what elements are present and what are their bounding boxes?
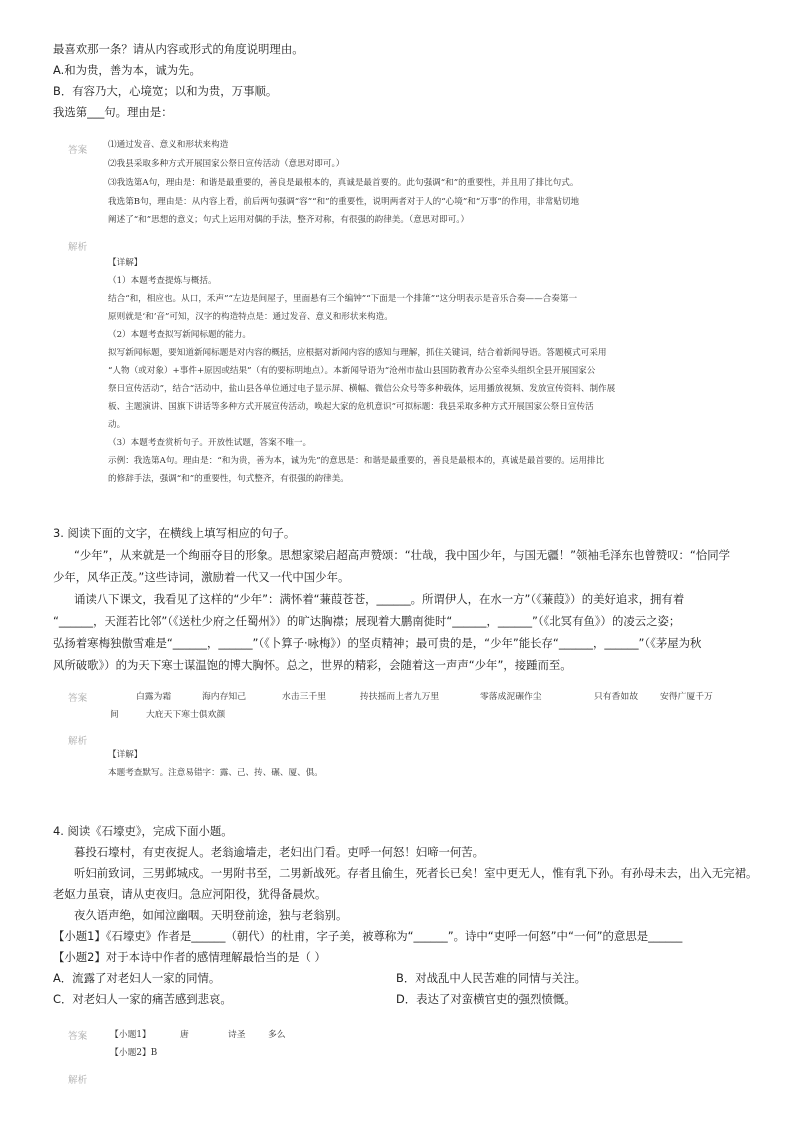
- q3-text-line: 诵读八下课文，我看见了这样的“少年”：满怀着“蒹葭苍苍，______。所谓伊人，在水一方”（《蒹葭》）的美好追求，拥有着: [74, 592, 685, 606]
- q4-answer: 多么: [268, 1030, 286, 1040]
- q4-option-b: B．对战乱中人民苦难的同情与关注。: [396, 971, 587, 985]
- q2-analysis-line: 示例：我选第A句。理由是：“和为贵，善为本，诚为先”的意思是：和谐是最重要的，善良是最根本的，真诚是最首要的。运用排比: [108, 456, 605, 466]
- q2-option-b: B．有容乃大，心境宽；以和为贵，万事顺。: [53, 84, 278, 98]
- q3-text-line: 弘扬着寒梅独傲雪难是“______，______”（《卜算子·咏梅》）的坚贞精神；最可贵的是，“少年”能长存“______，______”（《茅屋为秋: [53, 636, 702, 650]
- q4-poem-line: 夜久语声绝，如闻泣幽咽。天明登前途，独与老翁别。: [74, 908, 348, 922]
- q2-answer-line: 我选第B句，理由是：从内容上看，前后两句强调“容”“和”的重要性，说明两者对于人的“心境”和“万事”的作用，非常贴切地: [108, 197, 580, 207]
- q4-sub2: 【小题2】对于本诗中作者的感情理解最恰当的是（ ）: [53, 950, 326, 964]
- q2-analysis-tag: 解析: [68, 242, 88, 253]
- q4-poem-line: 暮投石壕村，有吏夜捉人。老翁逾墙走，老妇出门看。吏呼一何怒！妇啼一何苦。: [74, 845, 485, 859]
- q3-answer: 安得广厦千万: [660, 692, 713, 702]
- q4-analysis-tag: 解析: [68, 1075, 88, 1086]
- q4-option-c: C．对老妇人一家的痛苦感到悲哀。: [53, 992, 232, 1006]
- q2-analysis-line: 结合“和，相应也。从口，禾声”“左边是间屋子，里面悬有三个编钟”“下面是一个排箫”“这分明表示是音乐合奏——合奏第一: [108, 294, 578, 304]
- q4-sub1: 【小题1】《石壕吏》作者是______（朝代）的杜甫，字子美，被尊称为“______”。诗中“吏呼一何怒”中“一何”的意思是______: [53, 929, 683, 943]
- q2-analysis-line: 的修辞手法，强调“和”的重要性，句式整齐，有很强的韵律美。: [108, 474, 349, 484]
- q2-analysis-line: （3）本题考查赏析句子。开放性试题，答案不唯一。: [108, 438, 312, 448]
- q2-answer-tag: 答案: [68, 145, 88, 156]
- q4-option-a: A．流露了对老妇人一家的同情。: [53, 971, 221, 985]
- q3-answer: 抟扶摇而上者九万里: [360, 692, 440, 702]
- q3-answer: 海内存知己: [202, 692, 246, 702]
- q2-analysis-line: 【详解】: [108, 258, 143, 268]
- q3-answer: 水击三千里: [282, 692, 326, 702]
- q2-option-a: A.和为贵，善为本，诚为先。: [53, 63, 201, 77]
- q3-answer-tag: 答案: [68, 693, 88, 704]
- q4-option-d: D．表达了对蛮横官吏的强烈愤慨。: [396, 992, 576, 1006]
- q3-text-line: 风所破歌》）的为天下寒士谋温饱的博大胸怀。总之，世界的精彩，会随着这一声声“少年”，接踵而至。: [53, 658, 572, 672]
- q4-answer-tag: 答案: [68, 1031, 88, 1042]
- q2-analysis-line: （2）本题考查拟写新闻标题的能力。: [108, 330, 251, 340]
- q4-poem-line: 老妪力虽衰，请从吏夜归。急应河阳役，犹得备晨炊。: [53, 887, 327, 901]
- q2-analysis-line: 动。: [108, 420, 126, 430]
- q2-answer-line: 阐述了“和”思想的意义；句式上运用对偶的手法，整齐对称，有很强的韵律美。（意思对即可。）: [108, 215, 470, 225]
- q3-text-line: “______，天涯若比邻”（《送杜少府之任蜀州》）的旷达胸襟；展现着大鹏南徙时“______，______”（《北冥有鱼》）的凌云之姿；: [53, 614, 681, 628]
- q3-text-line: 少年，风华正茂。”这些诗词，激励着一代又一代中国少年。: [53, 570, 350, 584]
- q2-analysis-line: 原则就是‘和’音”可知，汉字的构造特点是：通过发音、意义和形状来构造。: [108, 312, 393, 322]
- q2-answer-line: ⑵我县采取多种方式开展国家公祭日宣传活动（意思对即可。）: [108, 159, 345, 169]
- q3-analysis-line: 本题考查默写。注意易错字：露、己、抟、碾、厦、俱。: [108, 768, 323, 778]
- q4-poem-line: 听妇前致词，三男邺城戍。一男附书至，二男新战死。存者且偷生，死者长已矣！室中更无人，惟有乳下孙。有孙母未去，出入无完裙。: [74, 866, 758, 880]
- q3-analysis-line: 【详解】: [108, 750, 143, 760]
- q2-analysis-line: “人物（或对象）+事件+原因或结果”（有的要标明地点）。本新闻导语为“沧州市盐山县国防教育办公室牵头组织全县开展国家公: [108, 366, 596, 376]
- q2-analysis-line: 拟写新闻标题，要知道新闻标题是对内容的概括，应根据对新闻内容的感知与理解，抓住关键词，结合着新闻导语。答题模式可采用: [108, 348, 607, 358]
- q4-answer-2: 【小题2】B: [110, 1048, 158, 1058]
- q4-answer: 诗圣: [228, 1030, 246, 1040]
- q3-answer: 白露为霜: [136, 692, 172, 702]
- q3-answer: 只有香如故: [594, 692, 638, 702]
- q2-analysis-line: （1）本题考查提炼与概括。: [108, 276, 217, 286]
- q2-choose: 我选第___句。理由是：: [53, 105, 173, 119]
- q4-heading: 4. 阅读《石壕吏》，完成下面小题。: [53, 824, 233, 838]
- q3-answer: 间: [110, 710, 119, 720]
- q2-analysis-line: 祭日宣传活动”，结合“活动中，盐山县各单位通过电子显示屏、横幅、微信公众号等多种载体，运用播放视频、发放宣传资料、制作展: [108, 384, 616, 394]
- q3-answer: 大庇天下寒士俱欢颜: [146, 710, 226, 720]
- q3-heading: 3. 阅读下面的文字，在横线上填写相应的句子。: [53, 526, 296, 540]
- q2-answer-line: ⑶我选第A句，理由是：和谐是最重要的，善良是最根本的，真诚是最首要的。此句强调“和”的重要性，并且用了排比句式。: [108, 178, 579, 188]
- q3-answer: 零落成泥碾作尘: [480, 692, 542, 702]
- q4-answer-label: 【小题1】: [110, 1030, 151, 1040]
- q2-prompt: 最喜欢那一条？请从内容或形式的角度说明理由。: [53, 42, 304, 56]
- q2-answer-line: ⑴通过发音、意义和形状来构造: [108, 140, 229, 150]
- q2-analysis-line: 板、主题演讲、国旗下讲话等多种方式开展宣传活动，唤起大家的危机意识”可拟标题：我县采取多种方式开展国家公祭日宣传活: [108, 402, 594, 412]
- q4-answer: 唐: [180, 1030, 189, 1040]
- q3-analysis-tag: 解析: [68, 736, 88, 747]
- q3-text-line: “少年”，从来就是一个绚丽夺目的形象。思想家梁启超高声赞颂：“壮哉，我中国少年，与国无疆！”领袖毛泽东也曾赞叹：“恰同学: [74, 548, 730, 562]
